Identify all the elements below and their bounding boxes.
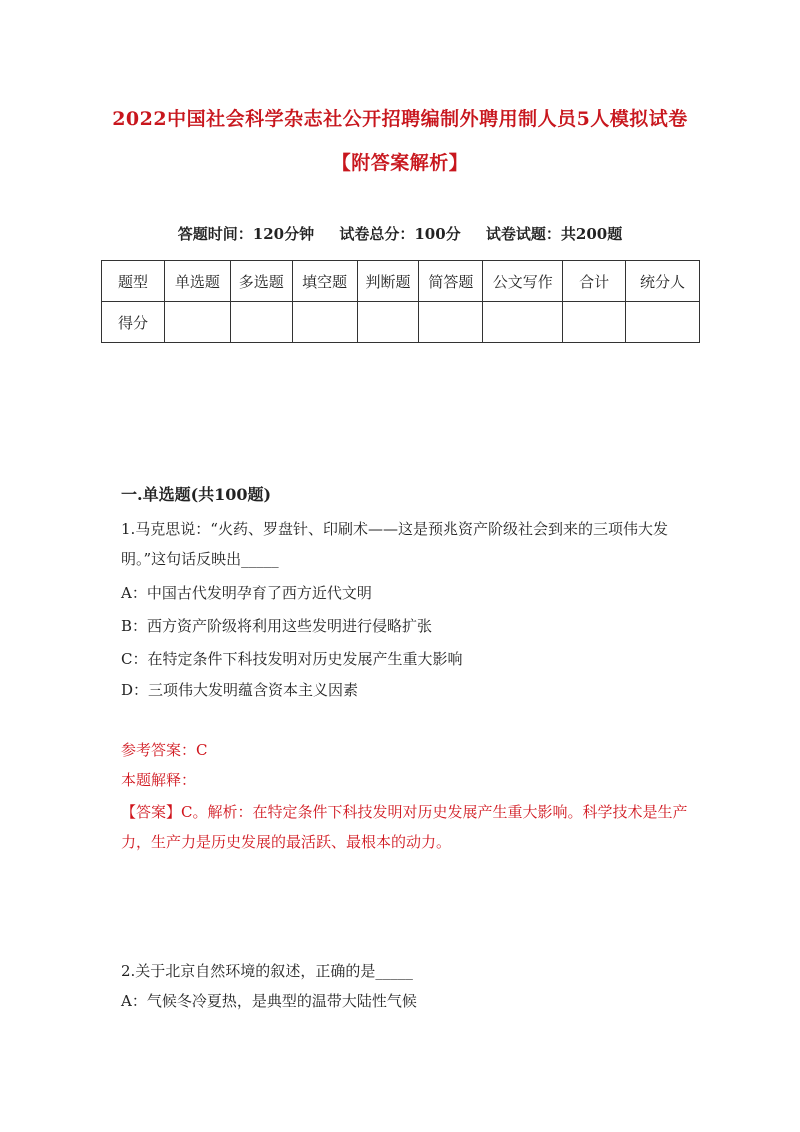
question-1-option-d: D：三项伟大发明蕴含资本主义因素: [121, 681, 359, 699]
question-1-explanation: 【答案】C。解析：在特定条件下科技发明对历史发展产生重大影响。科学技术是生产力，生产力是历史发展的最活跃、最根本的动力。: [121, 803, 688, 851]
score-table-header-row: [102, 261, 700, 302]
document-subtitle: 【附答案解析】: [331, 152, 469, 174]
question-1-explain-label: 本题解释：: [121, 771, 197, 789]
score-cell[interactable]: [626, 302, 700, 343]
document-title: 2022中国社会科学杂志社公开招聘编制外聘用制人员5人模拟试卷: [112, 108, 688, 130]
question-1-option-b: B：西方资产阶级将利用这些发明进行侵略扩张: [121, 617, 433, 635]
table-header-cell: 合计: [563, 261, 626, 302]
score-table: [101, 260, 700, 343]
table-header-cell: 填空题: [292, 261, 357, 302]
score-cell[interactable]: [563, 302, 626, 343]
table-header-cell: 统分人: [626, 261, 700, 302]
score-cell[interactable]: [357, 302, 419, 343]
score-cell[interactable]: [230, 302, 292, 343]
question-1-text: 1.马克思说：“火药、罗盘针、印刷术——这是预兆资产阶级社会到来的三项伟大发明。”这句话反映出_____: [121, 520, 668, 568]
question-1-option-a: A：中国古代发明孕育了西方近代文明: [121, 584, 372, 602]
exam-info: [0, 223, 800, 244]
score-cell[interactable]: [164, 302, 230, 343]
table-header-cell: 判断题: [357, 261, 419, 302]
table-header-cell: 单选题: [164, 261, 230, 302]
question-1-option-c: C：在特定条件下科技发明对历史发展产生重大影响: [121, 650, 463, 668]
question-2-text: 2.关于北京自然环境的叙述，正确的是_____: [121, 962, 413, 980]
score-cell[interactable]: [483, 302, 563, 343]
exam-question-count: 试卷试题：共200题: [485, 225, 623, 243]
table-header-cell: 公文写作: [483, 261, 563, 302]
table-header-cell: 题型: [102, 261, 165, 302]
score-table-score-row: [102, 302, 700, 343]
table-header-cell: 简答题: [419, 261, 483, 302]
score-row-label: 得分: [102, 302, 165, 343]
question-1-answer: 参考答案：C: [121, 741, 208, 759]
exam-time: 答题时间：120分钟: [177, 225, 315, 243]
score-cell[interactable]: [419, 302, 483, 343]
table-header-cell: 多选题: [230, 261, 292, 302]
section-heading: 一.单选题(共100题): [121, 485, 272, 504]
question-2-option-a: A：气候冬冷夏热，是典型的温带大陆性气候: [121, 992, 417, 1010]
exam-total-score: 试卷总分：100分: [339, 225, 461, 243]
score-cell[interactable]: [292, 302, 357, 343]
